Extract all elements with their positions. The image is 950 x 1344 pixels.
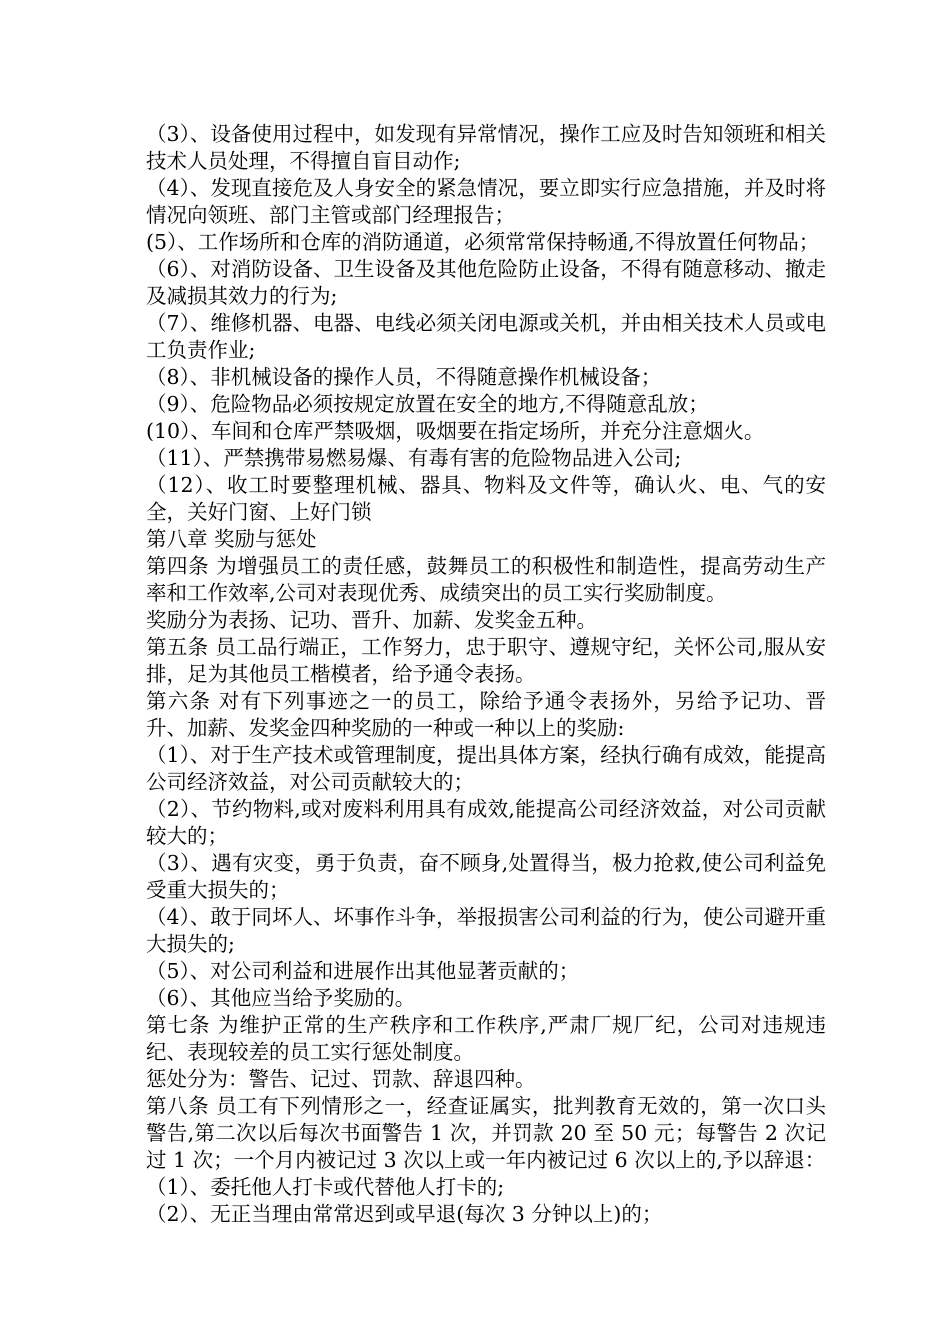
paragraph: （11）、严禁携带易燃易爆、有毒有害的危险物品进入公司; xyxy=(146,446,682,470)
paragraph: (5）、工作场所和仓库的消防通道，必须常常保持畅通,不得放置任何物品； xyxy=(146,230,820,254)
document-body xyxy=(146,121,826,1228)
paragraph: 第四条 为增强员工的责任感，鼓舞员工的积极性和制造性，提高劳动生产率和工作效率,公司对表现优秀、成绩突出的员工实行奖励制度。 xyxy=(146,554,826,605)
paragraph: 奖励分为表扬、记功、晋升、加薪、发奖金五种。 xyxy=(146,608,597,632)
paragraph: （7）、维修机器、电器、电线必须关闭电源或关机，并由相关技术人员或电工负责作业; xyxy=(146,311,826,362)
paragraph: （3）、遇有灾变，勇于负责，奋不顾身,处置得当，极力抢救,使公司利益免受重大损失的； xyxy=(146,851,826,902)
paragraph: （1）、对于生产技术或管理制度，提出具体方案，经执行确有成效，能提高公司经济效益，对公司贡献较大的； xyxy=(146,743,826,794)
paragraph: 第六条 对有下列事迹之一的员工，除给予通令表扬外，另给予记功、晋升、加薪、发奖金四种奖励的一种或一种以上的奖励: xyxy=(146,689,826,740)
paragraph: （1）、委托他人打卡或代替他人打卡的; xyxy=(146,1175,505,1199)
paragraph: （6）、对消防设备、卫生设备及其他危险防止设备，不得有随意移动、撤走及减损其效力的行为; xyxy=(146,257,826,308)
chapter-heading: 第八章 奖励与惩处 xyxy=(146,527,317,551)
paragraph: 第七条 为维护正常的生产秩序和工作秩序,严肃厂规厂纪，公司对违规违纪、表现较差的员工实行惩处制度。 xyxy=(146,1013,826,1064)
paragraph: （8）、非机械设备的操作人员，不得随意操作机械设备； xyxy=(146,365,662,389)
paragraph: （4）、敢于同坏人、坏事作斗争，举报损害公司利益的行为，使公司避开重大损失的; xyxy=(146,905,826,956)
paragraph: （9）、危险物品必须按规定放置在安全的地方,不得随意乱放； xyxy=(146,392,709,416)
paragraph: （2）、无正当理由常常迟到或早退(每次 3 分钟以上)的； xyxy=(146,1202,663,1226)
paragraph: （6）、其他应当给予奖励的。 xyxy=(146,986,416,1010)
paragraph: 第八条 员工有下列情形之一，经查证属实，批判教育无效的，第一次口头警告,第二次以后每次书面警告 1 次，并罚款 20 至 50 元；每警告 2 次记过 1 次；一个月内被记过 3 次以上或一年内被记过 6 次以上的,予以辞退： xyxy=(146,1094,826,1172)
paragraph: （2）、节约物料,或对废料利用具有成效,能提高公司经济效益，对公司贡献较大的； xyxy=(146,797,826,848)
paragraph: （3）、设备使用过程中，如发现有异常情况，操作工应及时告知领班和相关技术人员处理，不得擅自盲目动作; xyxy=(146,122,826,173)
paragraph: （12）、收工时要整理机械、器具、物料及文件等，确认火、电、气的安全，关好门窗、上好门锁 xyxy=(146,473,826,524)
paragraph: （4）、发现直接危及人身安全的紧急情况，要立即实行应急措施，并及时将情况向领班、部门主管或部门经理报告； xyxy=(146,176,826,227)
paragraph: 惩处分为：警告、记过、罚款、辞退四种。 xyxy=(146,1067,536,1091)
paragraph: 第五条 员工品行端正，工作努力，忠于职守、遵规守纪，关怀公司,服从安排，足为其他员工楷模者，给予通令表扬。 xyxy=(146,635,826,686)
paragraph: （5）、对公司利益和进展作出其他显著贡献的； xyxy=(146,959,580,983)
paragraph: (10）、车间和仓库严禁吸烟，吸烟要在指定场所，并充分注意烟火。 xyxy=(146,419,765,443)
